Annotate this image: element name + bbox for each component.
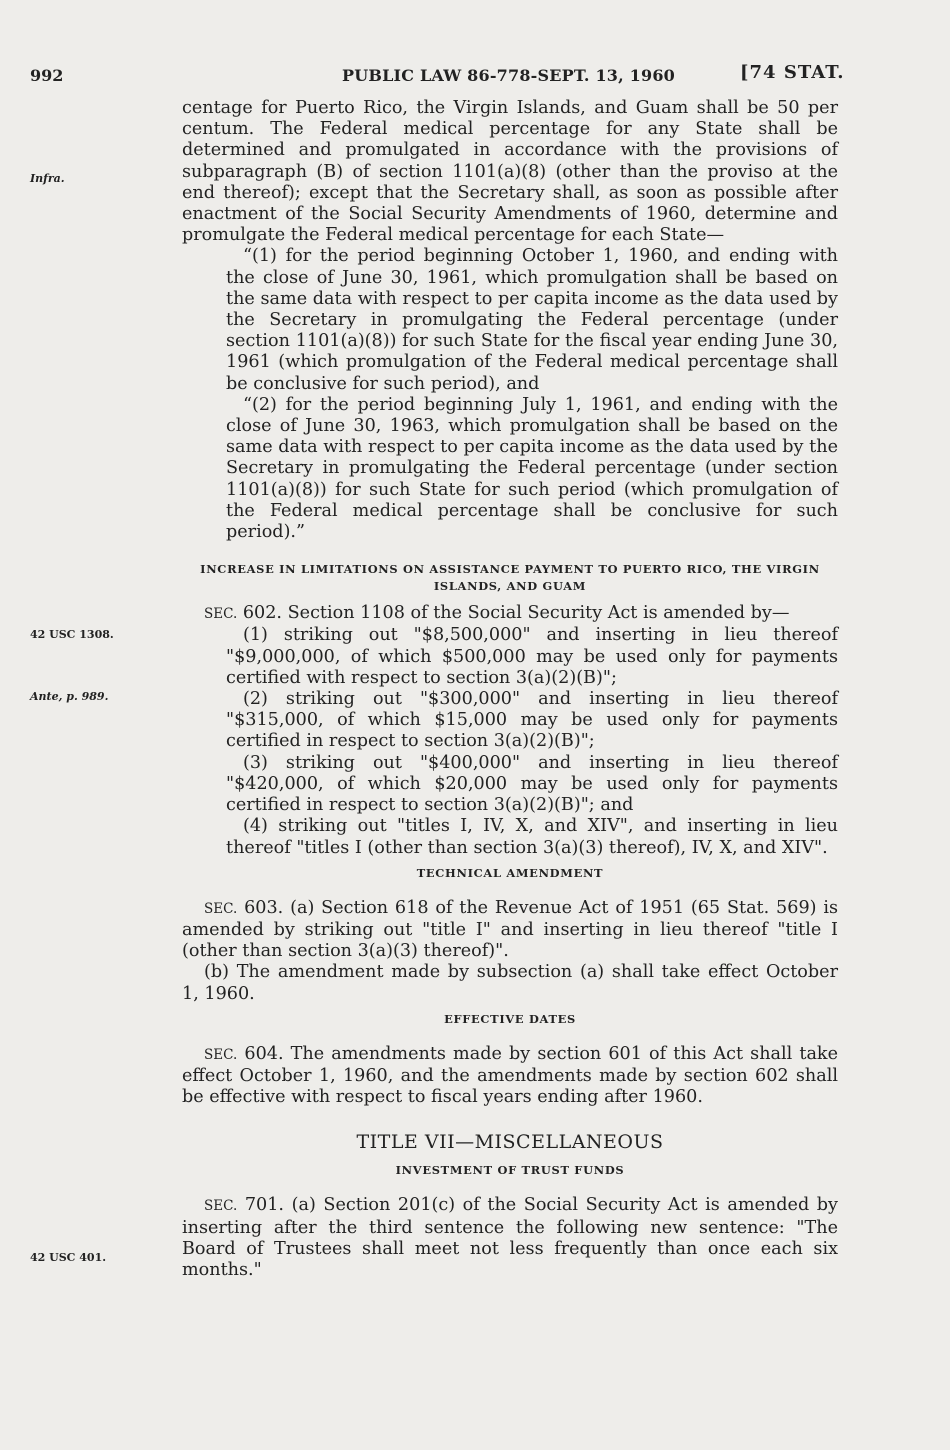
section-602-item-3: (3) striking out "$400,000" and inserting in lieu thereof "$420,000, of which $20,000 may be used only for payments certified in respect to section 3(a)(2)(B)"; and — [226, 752, 838, 816]
section-603-a-text: 603. (a) Section 618 of the Revenue Act of 1951 (65 Stat. 569) is amended by striking out "title I" and inserting in lieu thereof "title I (other than section 3(a)(3) thereof)". — [182, 897, 838, 962]
section-label: SEC. — [204, 900, 238, 917]
page-number: 992 — [30, 66, 64, 85]
section-602-item-4: (4) striking out "titles I, IV, X, and XIV", and inserting in lieu thereof "titles I (other than section 3(a)(3) thereof), IV, X, and XIV". — [226, 816, 838, 858]
body-column — [182, 98, 838, 1281]
section-603-heading: TECHNICAL AMENDMENT — [416, 865, 604, 880]
title-vii-heading: TITLE VII—MISCELLANEOUS — [356, 1131, 664, 1154]
section-label: SEC. — [204, 1198, 238, 1215]
margin-note-infra: Infra. — [30, 172, 65, 185]
section-602-item-1: (1) striking out "$8,500,000" and inserting in lieu thereof "$9,000,000, of which $500,000 may be used only for payments certified with respect to section 3(a)(2)(B)"; — [226, 625, 838, 688]
section-701-heading: INVESTMENT OF TRUST FUNDS — [395, 1163, 625, 1178]
section-label: SEC. — [204, 606, 238, 623]
section-602-item-2: (2) striking out "$300,000" and inserting in lieu thereof "$315,000, of which $15,000 may be used only for payments certified in respect to section 3(a)(2)(B)"; — [226, 689, 838, 752]
section-604-text: 604. The amendments made by section 601 of this Act shall take effect October 1, 1960, and the amendments made by section 602 shall be effective with respect to fiscal years ending after 1960. — [182, 1043, 839, 1108]
section-label: SEC. — [204, 1046, 238, 1063]
running-head: PUBLIC LAW 86-778-SEPT. 13, 1960 — [342, 66, 676, 85]
clause-1: “(1) for the period beginning October 1, 1960, and ending with the close of June 30, 1961, which promulgation shall be based on the same data with respect to per capita income as the data used by the Secretary in promulgating the Federal percentage (under section 1101(a)(8)) for such State for the fiscal year ending June 30, 1961 (which promulgation of the Federal medical percentage shall be conclusive for such period), and — [226, 246, 838, 394]
section-602-heading: INCREASE IN LIMITATIONS ON ASSISTANCE PAYMENT TO PUERTO RICO, THE VIRGIN ISLANDS, AND GUAM — [200, 562, 820, 594]
section-701 — [182, 1195, 838, 1281]
section-604-heading: EFFECTIVE DATES — [444, 1011, 576, 1026]
volume-reference: [74 STAT. — [740, 62, 845, 83]
section-603-a — [182, 898, 838, 963]
section-602-text: 602. Section 1108 of the Social Security Act is amended by— — [242, 603, 790, 624]
paragraph-continued: centage for Puerto Rico, the Virgin Islands, and Guam shall be 50 per centum. The Federal medical percentage for any State shall be determined and promulgated in accordance with the provisions of subparagraph (B) of section 1101(a)(8) (other than the proviso at the end thereof); except that the Secretary shall, as soon as possible after enactment of the Social Security Amendments of 1960, determine and promulgate the Federal medical percentage for each State— — [182, 98, 838, 246]
clause-2: “(2) for the period beginning July 1, 1961, and ending with the close of June 30, 1963, which promulgation shall be based on the same data with respect to per capita income as the data used by the Secretary in promulgating the Federal percentage (under section 1101(a)(8)) for such State for such period (which promulgation of the Federal medical percentage shall be conclusive for such period).” — [226, 394, 838, 543]
section-701-text: 701. (a) Section 201(c) of the Social Security Act is amended by inserting after the third sentence the following new sentence: "The Board of Trustees shall meet not less frequently than once each six months." — [182, 1195, 838, 1280]
margin-note-ante: Ante, p. 989. — [30, 690, 109, 703]
section-602-intro — [182, 603, 838, 625]
section-603-b: (b) The amendment made by subsection (a) shall take effect October 1, 1960. — [182, 962, 838, 1004]
margin-note-usc-401: 42 USC 401. — [30, 1251, 107, 1264]
section-604 — [182, 1044, 838, 1109]
margin-note-usc-1308: 42 USC 1308. — [30, 628, 114, 641]
